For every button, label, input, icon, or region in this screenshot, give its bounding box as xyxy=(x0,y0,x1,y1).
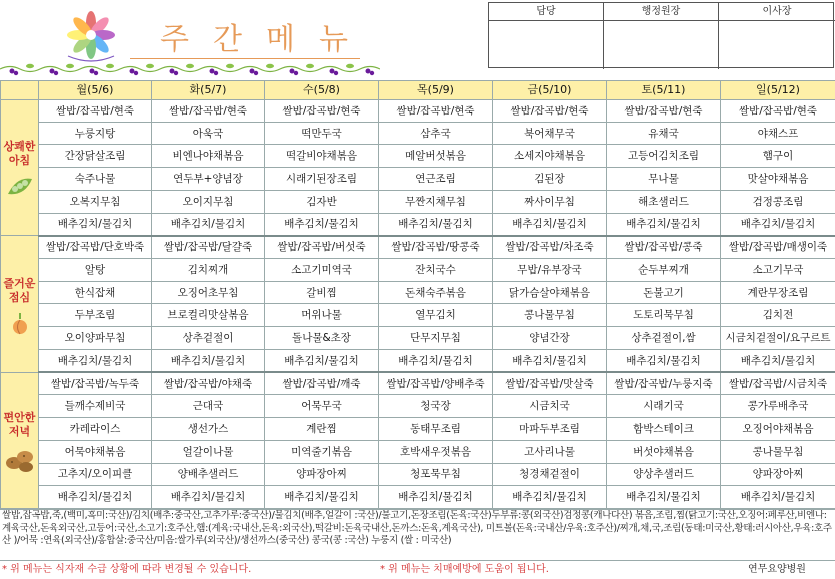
table-row xyxy=(1,281,835,304)
menu-item: 배추김치/물김치 xyxy=(152,213,265,236)
menu-item: 쌀밥/잡곡밥/누룽지죽 xyxy=(607,372,721,395)
menu-item: 청국장 xyxy=(379,395,493,418)
menu-item: 간장닭살조림 xyxy=(39,145,152,168)
menu-item: 오이양파무침 xyxy=(39,327,152,350)
menu-item: 배추김치/물김치 xyxy=(607,486,721,509)
hospital-logo-icon xyxy=(60,8,122,66)
title-char: 간 xyxy=(212,22,244,57)
meal-label: 편안한 저녁 xyxy=(3,411,36,439)
menu-item: 잔치국수 xyxy=(379,259,493,282)
menu-item: 배추김치/물김치 xyxy=(265,213,379,236)
table-row xyxy=(1,145,835,168)
meal-label-cell xyxy=(1,100,39,236)
menu-item: 시래기국 xyxy=(607,395,721,418)
menu-item: 함박스테이크 xyxy=(607,418,721,441)
menu-item: 북어채무국 xyxy=(493,122,607,145)
menu-item: 쌀밥/잡곡밥/양배추죽 xyxy=(379,372,493,395)
menu-item: 오징어야채볶음 xyxy=(721,418,835,441)
day-header: 목(5/9) xyxy=(379,81,493,100)
menu-item: 소고기미역국 xyxy=(265,259,379,282)
day-header: 일(5/12) xyxy=(721,81,835,100)
table-row xyxy=(1,259,835,282)
origin-info-text: 쌀밥,잡곡밥,죽,(백미,흑미:국산)/김치(배추:중국산,고추가루:중국산)/물김치(배추,얼갈이 :국산)/불고기,돈장조림(돈육:국산)두부류:콩(외국산)검정콩(캐나다산) 볶음,조림,찜(닭고기:국산,오징어:페루산,비엔나:계육국산,돈육외국산,고등어:국산,소고기:호주산,햄:(계육:국내산,돈육:외국산),떡갈비:돈육국내산,돈까스:돈육,계육국산), 미트볼(돈육:국내산/우육:호주산)/찌개,채,국,조림(동태:미국산,황태:러시아산,우육:호주산 )/어묵 :연육(외국산)/홍합살:중국산/미음:쌀가루(외국산)/생선까스(중국산) 콩국(콩 :국산) 누룽지 (쌀 : 미국산) xyxy=(2,510,832,546)
menu-item: 쌀밥/잡곡밥/맛살죽 xyxy=(493,372,607,395)
menu-item: 배추김치/물김치 xyxy=(152,349,265,372)
menu-item: 햄구이 xyxy=(721,145,835,168)
meal-label-cell xyxy=(1,372,39,508)
menu-item: 맛살야채볶음 xyxy=(721,168,835,191)
pea-pod-icon xyxy=(5,174,35,200)
menu-item: 상추겉절이,쌈 xyxy=(607,327,721,350)
day-header: 토(5/11) xyxy=(607,81,721,100)
menu-item: 양배추샐러드 xyxy=(152,463,265,486)
footer-notes xyxy=(0,562,835,579)
menu-item: 청경채겉절이 xyxy=(493,463,607,486)
page-title xyxy=(160,14,350,56)
menu-item: 버섯야채볶음 xyxy=(607,440,721,463)
menu-item: 김치찌개 xyxy=(152,259,265,282)
menu-item: 짜사이무침 xyxy=(493,190,607,213)
menu-item: 청포묵무침 xyxy=(379,463,493,486)
menu-item: 김치전 xyxy=(721,304,835,327)
grape-vine-decoration-icon xyxy=(0,62,380,76)
day-header-row xyxy=(1,81,835,100)
meal-label: 즐거운 점심 xyxy=(3,276,36,304)
menu-item: 배추김치/물김치 xyxy=(265,486,379,509)
menu-item: 들깨수제비국 xyxy=(39,395,152,418)
menu-item: 콩가루배추국 xyxy=(721,395,835,418)
menu-item: 떡갈비야채볶음 xyxy=(265,145,379,168)
table-row xyxy=(1,190,835,213)
menu-item: 쌀밥/잡곡밥/차조죽 xyxy=(493,236,607,259)
menu-item: 배추김치/물김치 xyxy=(607,213,721,236)
menu-item: 콩나물무침 xyxy=(721,440,835,463)
menu-item: 알탕 xyxy=(39,259,152,282)
menu-item: 단무지무침 xyxy=(379,327,493,350)
menu-change-note: * 위 메뉴는 식자재 수급 상황에 따라 변경될 수 있습니다. xyxy=(2,564,252,575)
menu-item: 떡만두국 xyxy=(265,122,379,145)
menu-item: 어묵야채볶음 xyxy=(39,440,152,463)
menu-item: 열무김치 xyxy=(379,304,493,327)
menu-item: 누룽지탕 xyxy=(39,122,152,145)
menu-item: 쌀밥/잡곡밥/현죽 xyxy=(721,100,835,123)
menu-item: 오이지무침 xyxy=(152,190,265,213)
table-row xyxy=(1,236,835,259)
menu-item: 두부조림 xyxy=(39,304,152,327)
menu-item: 배추김치/물김치 xyxy=(721,213,835,236)
title-underline xyxy=(130,58,360,59)
menu-item: 김된장 xyxy=(493,168,607,191)
table-row xyxy=(1,122,835,145)
dementia-prevention-note: * 위 메뉴는 치매예방에 도움이 됩니다. xyxy=(380,564,549,575)
menu-item: 쌀밥/잡곡밥/녹두죽 xyxy=(39,372,152,395)
menu-item: 시래기된장조림 xyxy=(265,168,379,191)
menu-item: 배추김치/물김치 xyxy=(493,349,607,372)
menu-item: 배추김치/물김치 xyxy=(493,213,607,236)
menu-item: 근대국 xyxy=(152,395,265,418)
menu-item: 콩나물무침 xyxy=(493,304,607,327)
menu-item: 소세지야채볶음 xyxy=(493,145,607,168)
menu-item: 도토리묵무침 xyxy=(607,304,721,327)
menu-item: 배추김치/물김치 xyxy=(607,349,721,372)
menu-item: 갈비찜 xyxy=(265,281,379,304)
menu-body xyxy=(1,100,835,509)
page-header xyxy=(0,0,835,80)
menu-item: 고추지/오이피클 xyxy=(39,463,152,486)
menu-item: 배추김치/물김치 xyxy=(379,213,493,236)
title-char: 메 xyxy=(265,22,297,57)
menu-item: 배추김치/물김치 xyxy=(39,486,152,509)
menu-item: 쌀밥/잡곡밥/현죽 xyxy=(379,100,493,123)
menu-item: 돌나물&초장 xyxy=(265,327,379,350)
approval-label-staff: 담당 xyxy=(489,3,604,21)
menu-item: 미역줄기볶음 xyxy=(265,440,379,463)
menu-item: 배추김치/물김치 xyxy=(39,349,152,372)
meal-label: 상쾌한 아침 xyxy=(3,139,36,167)
weekly-menu-table xyxy=(0,80,835,509)
approval-sign-staff xyxy=(489,21,604,69)
menu-item: 쌀밥/잡곡밥/콩죽 xyxy=(607,236,721,259)
menu-item: 배추김치/물김치 xyxy=(152,486,265,509)
menu-item: 쌀밥/잡곡밥/시금치죽 xyxy=(721,372,835,395)
menu-item: 연두부+양념장 xyxy=(152,168,265,191)
table-row xyxy=(1,486,835,509)
day-header: 수(5/8) xyxy=(265,81,379,100)
menu-item: 양파장아찌 xyxy=(721,463,835,486)
menu-item: 쌀밥/잡곡밥/매생이죽 xyxy=(721,236,835,259)
menu-item: 돈채숙주볶음 xyxy=(379,281,493,304)
approval-sign-admin-director xyxy=(604,21,719,69)
menu-item: 양파장아찌 xyxy=(265,463,379,486)
menu-item: 배추김치/물김치 xyxy=(379,486,493,509)
table-row xyxy=(1,418,835,441)
approval-box xyxy=(488,2,834,68)
menu-item: 배추김치/물김치 xyxy=(721,486,835,509)
menu-item: 마파두부조림 xyxy=(493,418,607,441)
menu-item: 쌀밥/잡곡밥/버섯죽 xyxy=(265,236,379,259)
title-char: 주 xyxy=(160,22,191,57)
table-row xyxy=(1,327,835,350)
potatoes-icon xyxy=(4,445,36,473)
table-row xyxy=(1,372,835,395)
approval-sign-chairman xyxy=(719,21,835,69)
menu-item: 계란찜 xyxy=(265,418,379,441)
hospital-name: 연무요양병원 xyxy=(748,564,806,575)
table-row xyxy=(1,440,835,463)
menu-item: 머위나물 xyxy=(265,304,379,327)
meal-label-cell xyxy=(1,236,39,372)
menu-item: 검정콩조림 xyxy=(721,190,835,213)
menu-item: 무짠지채무침 xyxy=(379,190,493,213)
table-row xyxy=(1,168,835,191)
menu-item: 해초샐러드 xyxy=(607,190,721,213)
menu-item: 배추김치/물김치 xyxy=(39,213,152,236)
header-corner xyxy=(1,81,39,100)
menu-item: 유채국 xyxy=(607,122,721,145)
menu-item: 얼갈이나물 xyxy=(152,440,265,463)
menu-item: 쌀밥/잡곡밥/깨죽 xyxy=(265,372,379,395)
table-row xyxy=(1,395,835,418)
menu-item: 어묵무국 xyxy=(265,395,379,418)
menu-item: 숙주나물 xyxy=(39,168,152,191)
menu-item: 무밥/유부장국 xyxy=(493,259,607,282)
table-row xyxy=(1,349,835,372)
menu-item: 순두부찌개 xyxy=(607,259,721,282)
menu-item: 고등어김치조림 xyxy=(607,145,721,168)
menu-item: 브로컬리맛살볶음 xyxy=(152,304,265,327)
menu-item: 고사리나물 xyxy=(493,440,607,463)
menu-item: 쌀밥/잡곡밥/달걀죽 xyxy=(152,236,265,259)
menu-item: 양념간장 xyxy=(493,327,607,350)
menu-item: 계란무장조림 xyxy=(721,281,835,304)
day-header: 화(5/7) xyxy=(152,81,265,100)
menu-item: 쌀밥/잡곡밥/땅콩죽 xyxy=(379,236,493,259)
menu-item: 쌀밥/잡곡밥/야채죽 xyxy=(152,372,265,395)
day-header: 금(5/10) xyxy=(493,81,607,100)
menu-item: 삼추국 xyxy=(379,122,493,145)
menu-item: 카레라이스 xyxy=(39,418,152,441)
menu-item: 아욱국 xyxy=(152,122,265,145)
menu-item: 동태무조림 xyxy=(379,418,493,441)
onion-icon xyxy=(11,311,29,335)
menu-item: 무나물 xyxy=(607,168,721,191)
menu-item: 상추겉절이 xyxy=(152,327,265,350)
menu-item: 쌀밥/잡곡밥/현죽 xyxy=(39,100,152,123)
menu-item: 쌀밥/잡곡밥/현죽 xyxy=(265,100,379,123)
menu-item: 야채스프 xyxy=(721,122,835,145)
menu-item: 김자반 xyxy=(265,190,379,213)
approval-label-chairman: 이사장 xyxy=(719,3,835,21)
menu-item: 오징어초무침 xyxy=(152,281,265,304)
menu-item: 쌀밥/잡곡밥/현죽 xyxy=(493,100,607,123)
menu-item: 한식잡채 xyxy=(39,281,152,304)
menu-item: 돈불고기 xyxy=(607,281,721,304)
menu-item: 비엔나야채볶음 xyxy=(152,145,265,168)
menu-item: 쌀밥/잡곡밥/단호박죽 xyxy=(39,236,152,259)
table-row xyxy=(1,100,835,123)
menu-item: 생선가스 xyxy=(152,418,265,441)
menu-item: 오복지무침 xyxy=(39,190,152,213)
menu-item: 배추김치/물김치 xyxy=(379,349,493,372)
menu-item: 배추김치/물김치 xyxy=(493,486,607,509)
table-row xyxy=(1,463,835,486)
menu-item: 소고기무국 xyxy=(721,259,835,282)
day-header: 월(5/6) xyxy=(39,81,152,100)
menu-item: 시금치국 xyxy=(493,395,607,418)
table-row xyxy=(1,213,835,236)
menu-item: 배추김치/물김치 xyxy=(721,349,835,372)
table-row xyxy=(1,304,835,327)
menu-item: 쌀밥/잡곡밥/현죽 xyxy=(607,100,721,123)
menu-item: 양상추샐러드 xyxy=(607,463,721,486)
menu-item: 메알버섯볶음 xyxy=(379,145,493,168)
title-char: 뉴 xyxy=(318,22,350,57)
menu-item: 쌀밥/잡곡밥/현죽 xyxy=(152,100,265,123)
menu-item: 배추김치/물김치 xyxy=(265,349,379,372)
menu-item: 닭가슴살야채볶음 xyxy=(493,281,607,304)
approval-label-admin-director: 행정원장 xyxy=(604,3,719,21)
menu-item: 호박새우젓볶음 xyxy=(379,440,493,463)
menu-item: 시금치겉절이/요구르트 xyxy=(721,327,835,350)
menu-item: 연근조림 xyxy=(379,168,493,191)
